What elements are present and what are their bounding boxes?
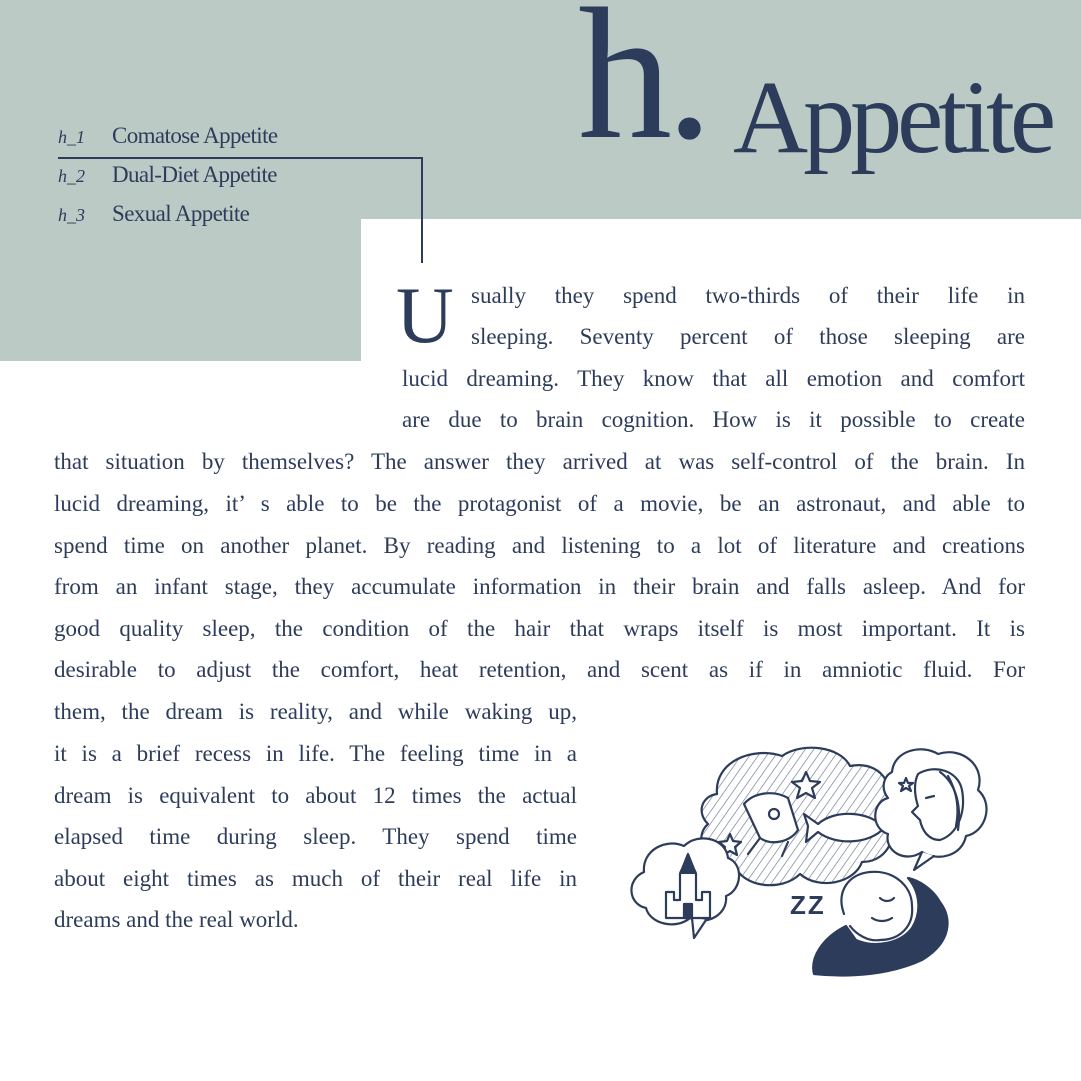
connector-line [58,157,423,159]
toc-label: Comatose Appetite [112,123,278,148]
thought-cloud-icon [875,749,986,856]
body-line: from an infant stage, they accumulate information in their brain and falls asleep. And for [54,574,1025,599]
toc-number: h_3 [58,205,85,225]
body-line: that situation by themselves? The answer they arrived at was self-control of the brain. In [54,449,1025,474]
body-line: them, the dream is reality, and while waking up, [54,699,577,724]
body-line: are due to brain cognition. How is it possible to create [402,407,1025,432]
body-line: good quality sleep, the condition of the hair that wraps itself is most important. It is [54,616,1025,641]
body-line: it is a brief recess in life. The feeling time in a [54,741,577,766]
snore-text: ZZ [790,890,826,920]
toc-label: Sexual Appetite [112,201,250,226]
body-line: lucid dreaming, it’ s able to be the protagonist of a movie, be an astronaut, and able to [54,491,1025,516]
body-line: sleeping. Seventy percent of those sleeping are [471,324,1025,349]
dream-illustration [622,742,1000,978]
body-line: elapsed time during sleep. They spend time [54,824,577,849]
toc-number: h_1 [58,127,85,147]
side-band [0,219,361,361]
section-letter: h. [578,0,707,178]
body-line: dream is equivalent to about 12 times the actual [54,783,577,808]
body-line: desirable to adjust the comfort, heat retention, and scent as if in amniotic fluid. For [54,657,1025,682]
section-title: Appetite [733,60,1052,175]
sleeping-person-icon [842,872,913,940]
body-line: sually they spend two-thirds of their life in [471,283,1025,308]
body-line: lucid dreaming. They know that all emotion and comfort [402,366,1025,391]
toc-number: h_2 [58,166,85,186]
body-line: about eight times as much of their real life in [54,866,577,891]
connector-line-vertical [421,157,423,263]
toc-label: Dual-Diet Appetite [112,162,277,187]
body-line: dreams and the real world. [54,907,299,932]
body-line: spend time on another planet. By reading and listening to a lot of literature and creations [54,533,1025,558]
drop-cap: U [396,272,454,360]
